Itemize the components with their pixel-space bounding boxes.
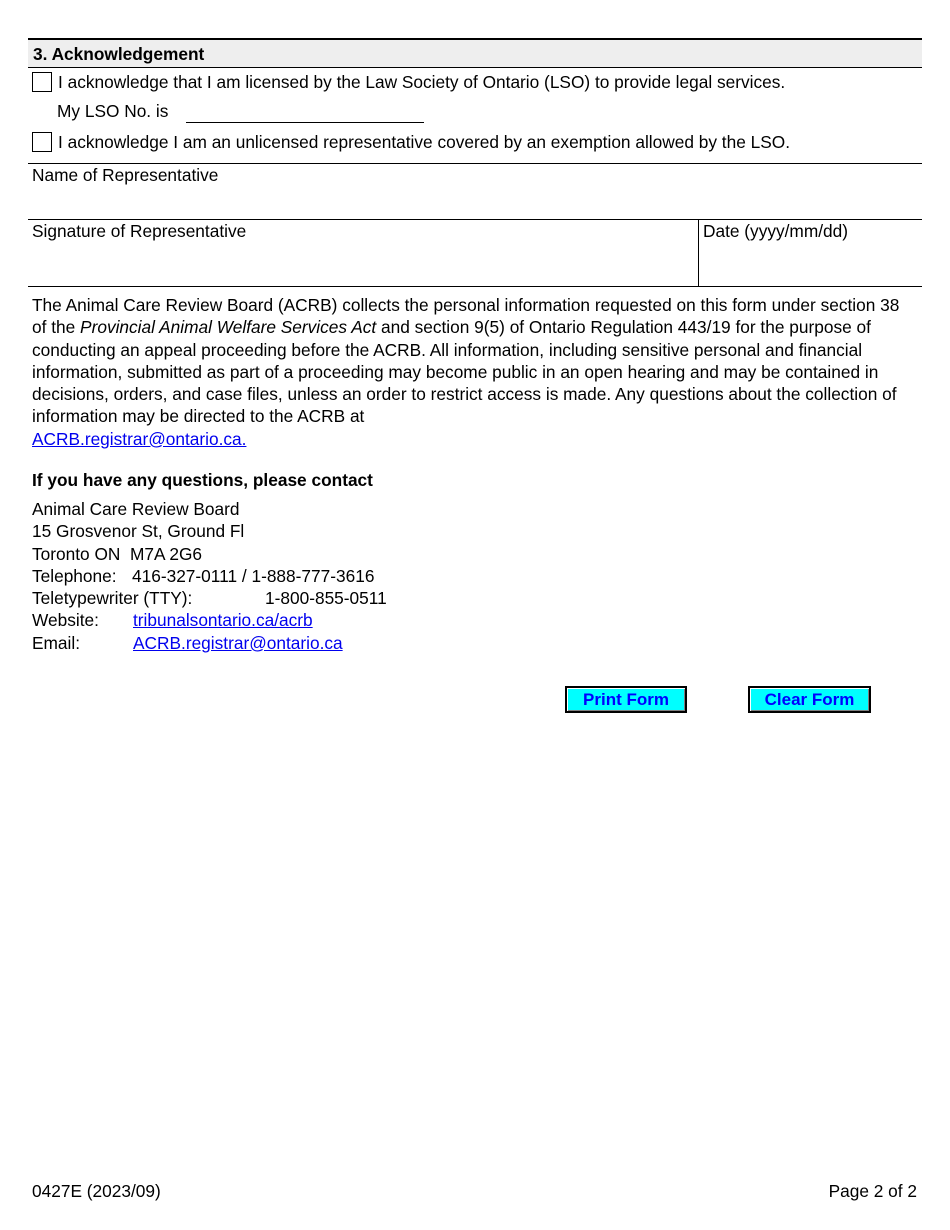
email-label: Email: xyxy=(32,632,81,653)
contact-phone-row xyxy=(32,565,387,587)
form-number: 0427E (2023/09) xyxy=(32,1181,161,1201)
contact-email-row xyxy=(32,632,387,654)
licensed-text: I acknowledge that I am licensed by the Law Society of Ontario (LSO) to provide legal services. xyxy=(58,72,786,92)
representative-name-input[interactable] xyxy=(32,188,917,216)
signature-label: Signature of Representative xyxy=(32,221,247,241)
privacy-email-link[interactable]: ACRB.registrar@ontario.ca. xyxy=(32,428,247,449)
ack-licensed-row xyxy=(32,71,785,93)
act-name: Provincial Animal Welfare Services Act xyxy=(80,317,377,338)
section-header xyxy=(28,38,922,68)
signature-input[interactable] xyxy=(32,246,692,282)
unlicensed-checkbox[interactable] xyxy=(32,132,52,152)
lso-number-input[interactable] xyxy=(186,101,424,123)
tty-label: Teletypewriter (TTY): xyxy=(32,588,193,609)
phone-label: Telephone: xyxy=(32,565,117,586)
column-divider xyxy=(698,219,699,286)
name-label: Name of Representative xyxy=(32,165,219,185)
website-link[interactable]: tribunalsontario.ca/acrb xyxy=(133,610,313,631)
clear-form-button[interactable]: Clear Form xyxy=(748,686,871,713)
phone-value: 416-327-0111 / 1-888-777-3616 xyxy=(132,565,375,586)
page-number: Page 2 of 2 xyxy=(828,1181,917,1201)
contact-block xyxy=(32,498,387,654)
licensed-checkbox[interactable] xyxy=(32,72,52,92)
date-label: Date (yyyy/mm/dd) xyxy=(703,221,848,241)
lso-number-label: My LSO No. is xyxy=(57,101,169,121)
print-form-button[interactable]: Print Form xyxy=(565,686,687,713)
contact-title: If you have any questions, please contact xyxy=(32,470,373,490)
contact-website-row xyxy=(32,609,387,631)
privacy-notice: The Animal Care Review Board (ACRB) collects the personal information requested on this form under section 38 of the Provincial Animal Welfare Services Act and section 9(5) of Ontario Regulation 443/19 for the purpose of conducting an appeal proceeding before the ACRB. All information, including sensitive personal and financial information, submitted as part of a proceeding may become public in an open hearing and may be contained in decisions, orders, and case files, unless an order to restrict access is made. Any questions about the collection of information may be directed to the ACRB at ACRB.registrar@ontario.ca. xyxy=(32,295,900,449)
email-link[interactable]: ACRB.registrar@ontario.ca xyxy=(133,632,343,653)
tty-value: 1-800-855-0511 xyxy=(265,588,387,609)
website-label: Website: xyxy=(32,610,99,631)
section-title: 3. Acknowledgement xyxy=(33,44,205,64)
ack-unlicensed-row xyxy=(32,131,790,153)
contact-tty-row xyxy=(32,587,387,609)
contact-org: Animal Care Review Board xyxy=(32,499,240,519)
date-input[interactable] xyxy=(703,246,917,282)
contact-address-1: 15 Grosvenor St, Ground Fl xyxy=(32,521,245,542)
contact-address-2: Toronto ON M7A 2G6 xyxy=(32,543,203,564)
unlicensed-text: I acknowledge I am an unlicensed representative covered by an exemption allowed by the LSO. xyxy=(58,132,791,152)
divider xyxy=(28,286,922,287)
